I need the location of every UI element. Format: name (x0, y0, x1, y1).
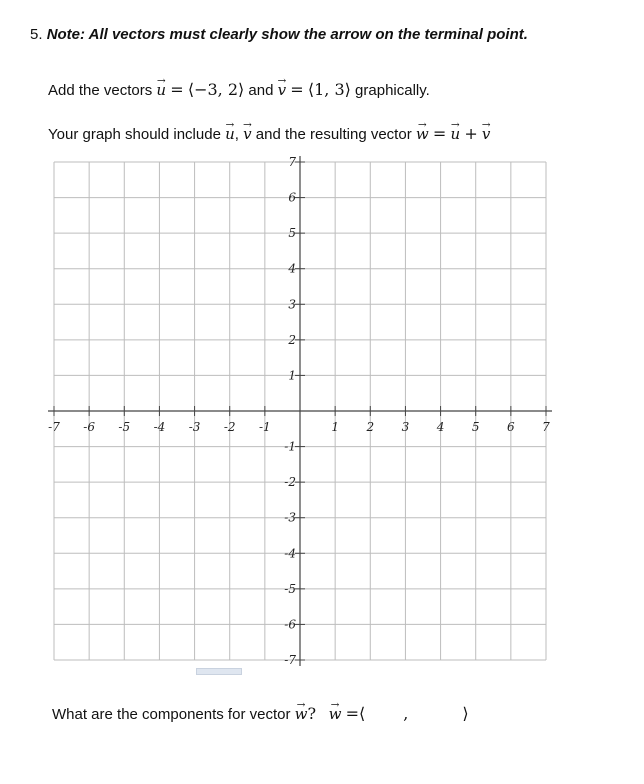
vector-w-symbol-2: → w (295, 705, 308, 723)
y-tick-label: -3 (284, 510, 296, 525)
plus-sign: + (464, 124, 478, 143)
open-bracket: ⟨ (358, 704, 366, 723)
question-note: Note: All vectors must clearly show the arrow on the terminal point. (46, 26, 528, 43)
vector-v-value: ⟨1, 3⟩ (307, 80, 351, 99)
x-tick-label: 2 (366, 420, 375, 434)
x-tick-label: -2 (223, 420, 236, 434)
vector-u-symbol-2: → u (225, 125, 235, 143)
instruction-prefix: Add the vectors (48, 82, 153, 99)
vector-v-symbol-3: → v (482, 125, 490, 143)
x-tick-label: -5 (118, 420, 131, 434)
x-tick-label: -4 (153, 420, 166, 434)
y-tick-label: 2 (288, 332, 296, 347)
equals-sign: = (170, 80, 184, 99)
y-tick-label: -1 (284, 439, 296, 454)
y-tick-label: -6 (284, 617, 296, 632)
vector-v-symbol: → v (278, 81, 286, 99)
graph-instruction-middle: and the resulting vector (255, 126, 412, 143)
question-number: 5. (30, 26, 43, 43)
close-bracket: ⟩ (462, 704, 469, 723)
x-tick-label: 5 (471, 420, 480, 434)
equals-sign-2: = (290, 80, 304, 99)
x-tick-label: 7 (542, 420, 550, 434)
vector-u-symbol-3: → u (450, 125, 460, 143)
instruction-suffix: graphically. (355, 82, 430, 99)
y-tick-label: 3 (288, 297, 296, 312)
x-tick-label: 6 (507, 420, 515, 434)
y-tick-label: -7 (284, 653, 296, 667)
y-tick-label: 6 (288, 190, 296, 205)
x-tick-label: -6 (83, 420, 95, 434)
equals-sign-3: = (432, 124, 447, 143)
x-tick-label: -1 (259, 420, 271, 434)
y-tick-label: -5 (284, 581, 296, 596)
answer-prompt (52, 704, 469, 723)
y-tick-label: 1 (288, 368, 296, 383)
x-tick-label: 4 (436, 420, 445, 434)
component-comma: , (403, 704, 409, 723)
y-tick-label: -4 (284, 546, 296, 561)
vector-u-value: ⟨−3, 2⟩ (187, 80, 245, 99)
comma-separator: , (234, 126, 239, 143)
equals-sign-4: = (345, 704, 359, 723)
x-tick-label: -7 (48, 420, 60, 434)
vector-w-symbol-3: → w (329, 705, 342, 723)
vector-u-symbol: → u (156, 81, 166, 99)
question-mark: ? (307, 704, 317, 723)
y-tick-label: -2 (284, 475, 296, 490)
input-handle[interactable] (196, 668, 242, 675)
graph-instruction-prefix: Your graph should include (48, 126, 221, 143)
and-word: and (248, 82, 274, 99)
x-tick-label: 3 (401, 420, 410, 434)
answer-prompt-text: What are the components for vector (52, 706, 291, 723)
vector-v-symbol-2: → v (243, 125, 251, 143)
y-tick-label: 5 (288, 226, 296, 241)
y-tick-label: 7 (288, 155, 296, 169)
x-tick-label: -3 (188, 420, 201, 434)
y-tick-label: 4 (288, 261, 296, 276)
vector-w-symbol: → w (416, 125, 429, 143)
x-tick-label: 1 (331, 420, 339, 434)
